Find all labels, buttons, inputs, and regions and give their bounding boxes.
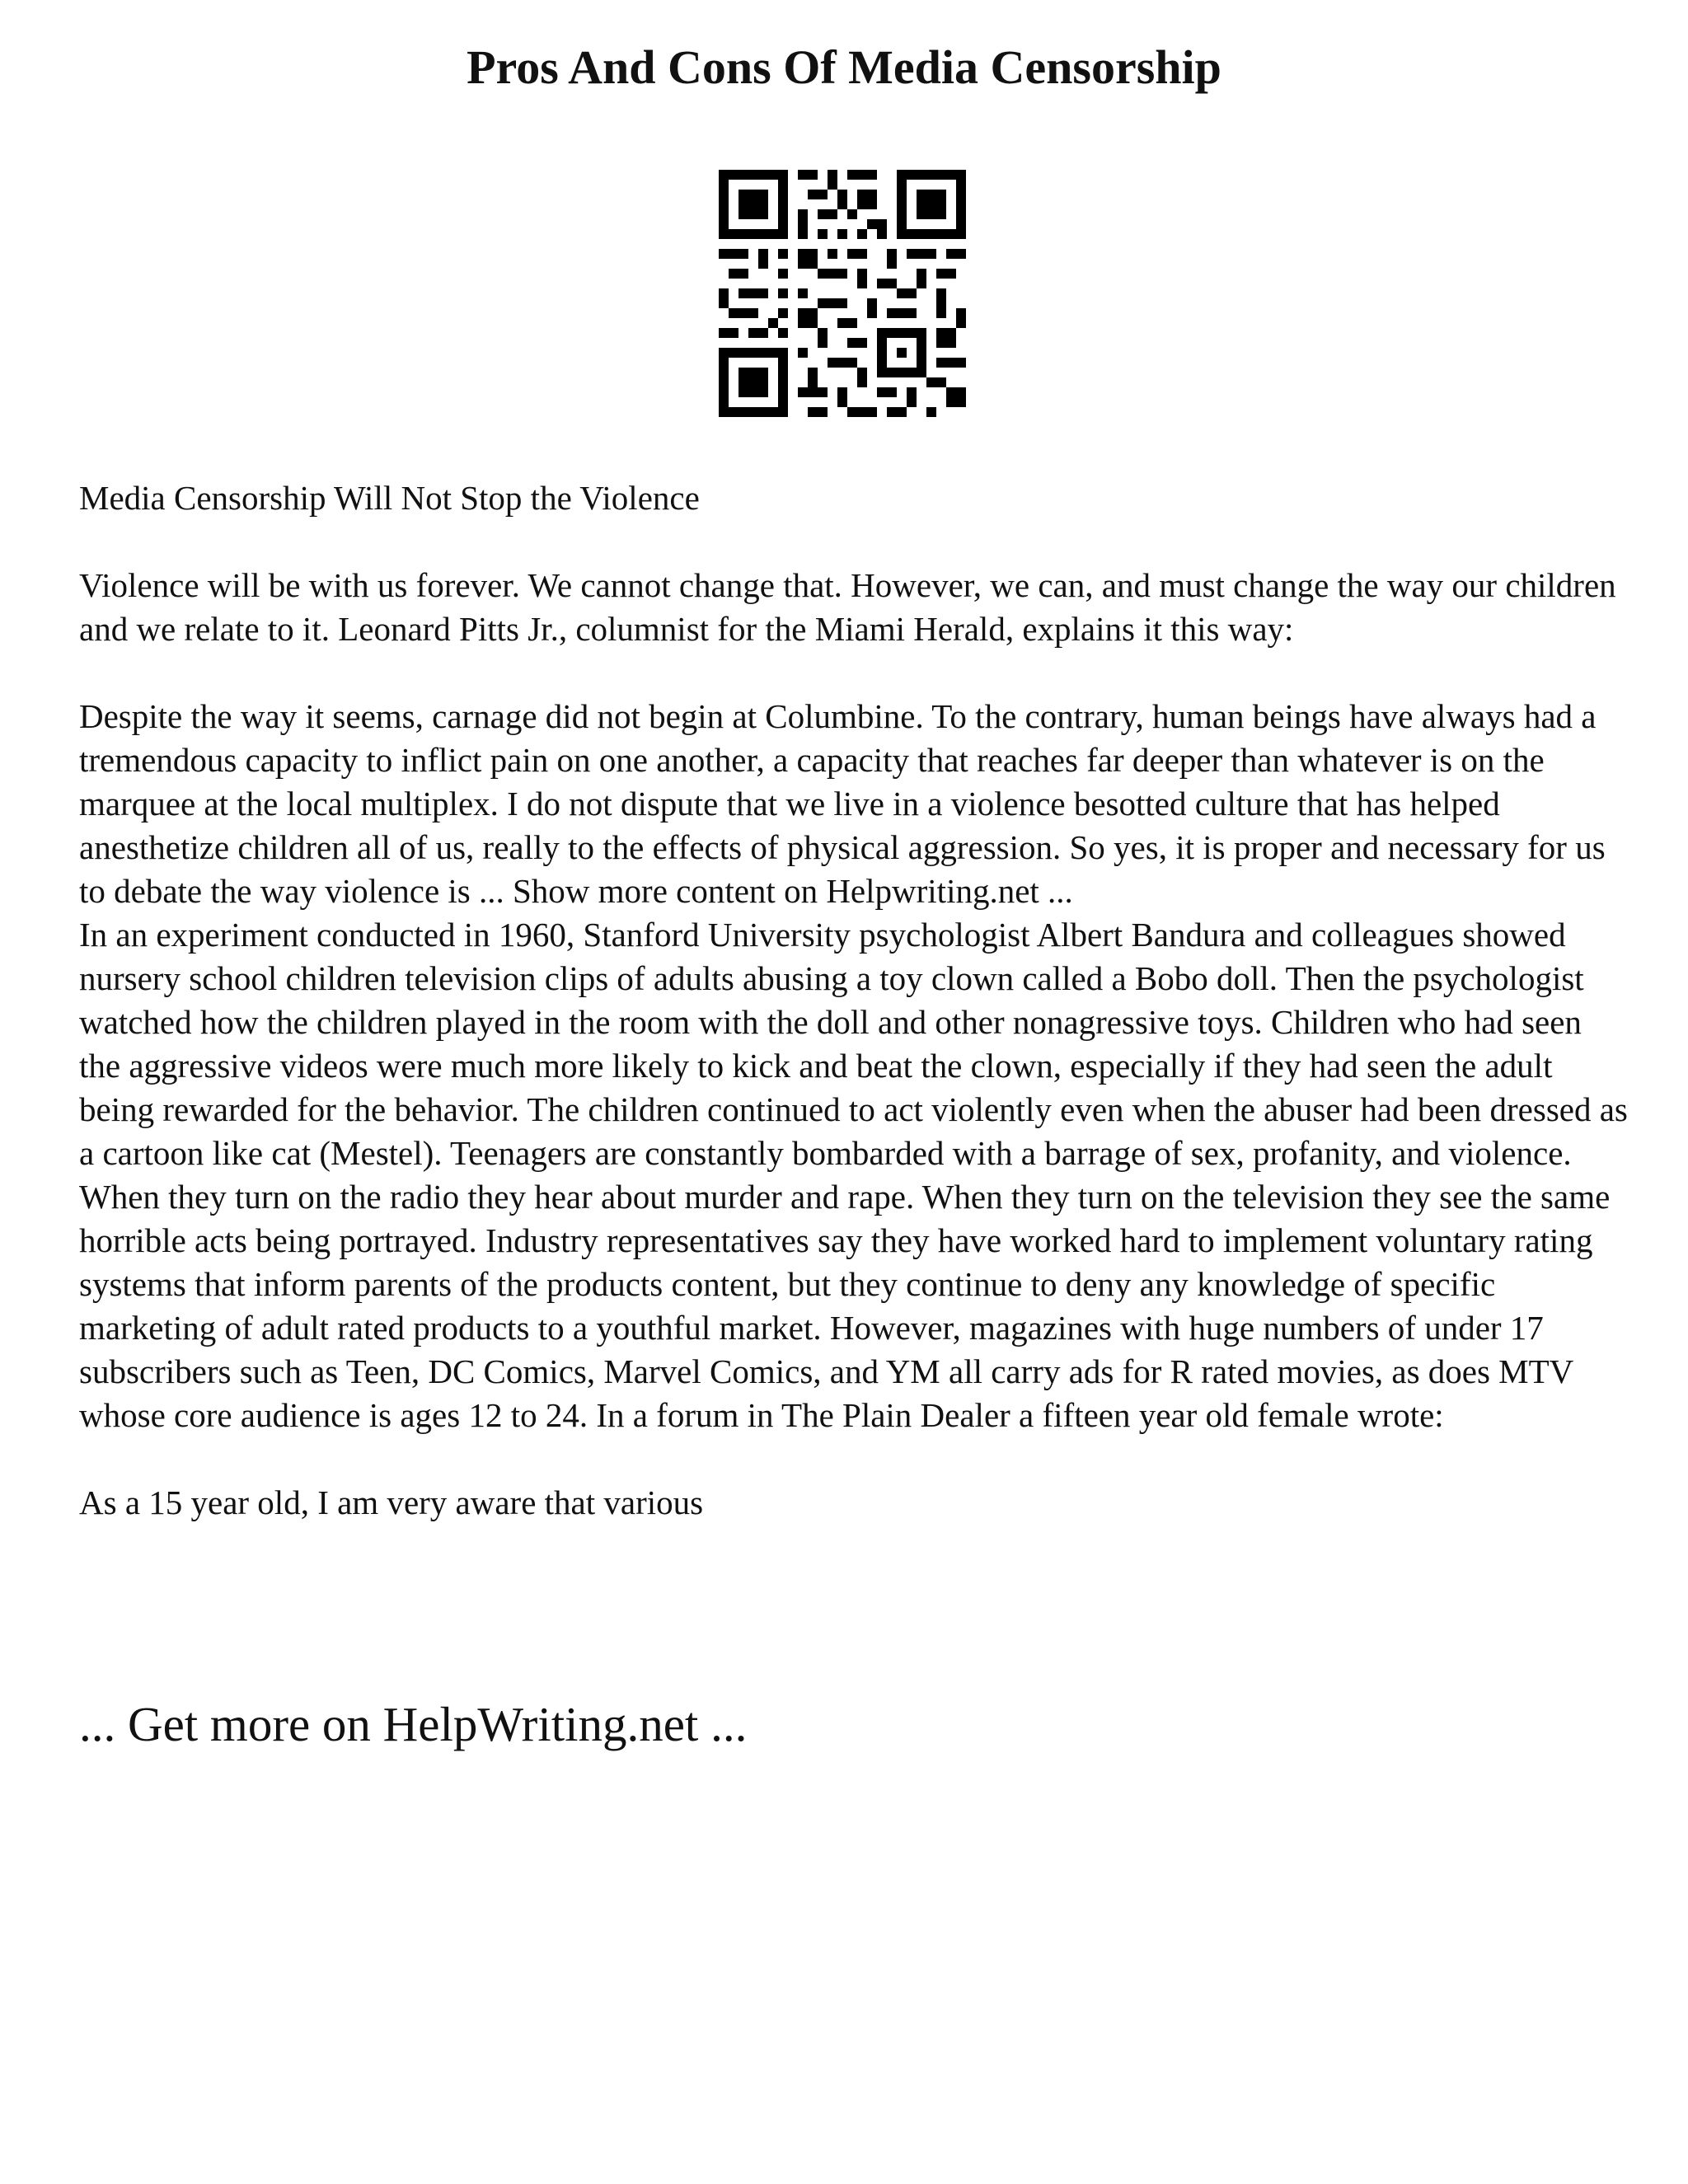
get-more-link[interactable]: ... Get more on HelpWriting.net ... bbox=[79, 1697, 748, 1751]
paragraph-4: As a 15 year old, I am very aware that various bbox=[79, 1483, 704, 1521]
qr-code-icon bbox=[719, 170, 966, 417]
paragraph-gap bbox=[79, 520, 1629, 564]
document-body bbox=[79, 476, 1629, 1525]
paragraph-3: In an experiment conducted in 1960, Stanford University psychologist Albert Bandura and colleagues showed nursery school children television clips of adults abusing a toy clown called a Bobo doll. Then the psychologist watched how the children played in the room with the doll and other nonagressive toys. Children who had seen the aggressive videos were much more likely to kick and beat the clown, especially if they had seen the adult being rewarded for the behavior. The children continued to act violently even when the abuser had been dressed as a cartoon like cat (Mestel). Teenagers are constantly bombarded with a barrage of sex, profanity, and violence. When they turn on the radio they hear about murder and rape. When they turn on the television they see the same horrible acts being portrayed. Industry representatives say they have worked hard to implement voluntary rating systems that inform parents of the products content, but they continue to deny any knowledge of specific marketing of adult rated products to a youthful market. However, magazines with huge numbers of under 17 subscribers such as Teen, DC Comics, Marvel Comics, and YM all carry ads for R rated movies, as does MTV whose core audience is ages 12 to 24. In a forum in The Plain Dealer a fifteen year old female wrote: bbox=[79, 916, 1628, 1434]
paragraph-gap bbox=[79, 1437, 1629, 1481]
document-title: Pros And Cons Of Media Censorship bbox=[467, 40, 1221, 94]
paragraph-gap bbox=[79, 651, 1629, 695]
quoted-paragraph: Despite the way it seems, carnage did not begin at Columbine. To the contrary, human beings have always had a tremendous capacity to inflict pain on one another, a capacity that reaches far deeper than whatever is on the marquee at the local multiplex. I do not dispute that we live in a violence besotted culture that has helped anesthetize children all of us, really to the effects of physical aggression. So yes, it is proper and necessary for us to debate the way violence is ... Show more content on Helpwriting.net ... bbox=[79, 697, 1606, 910]
paragraph-1: Violence will be with us forever. We cannot change that. However, we can, and must change the way our children and we relate to it. Leonard Pitts Jr., columnist for the Miami Herald, explains it this way: bbox=[79, 566, 1616, 648]
section-heading: Media Censorship Will Not Stop the Violence bbox=[79, 479, 700, 517]
